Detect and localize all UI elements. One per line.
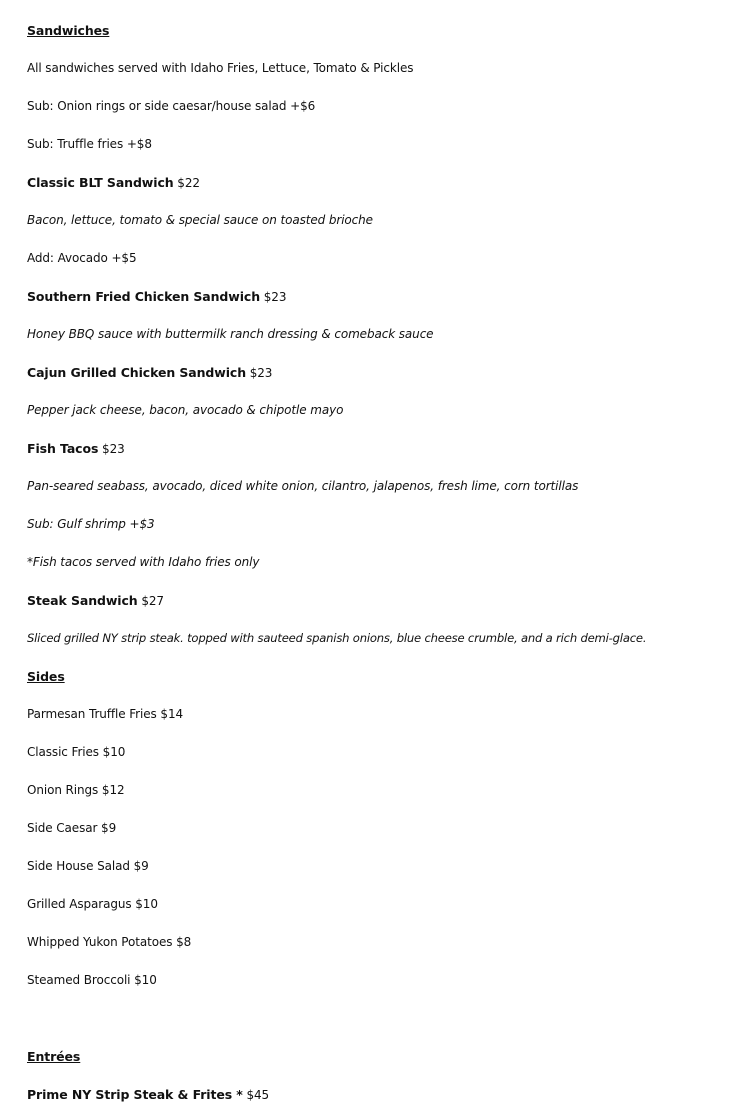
menu-item-title — [27, 439, 720, 477]
menu-item-name: Southern Fried Chicken Sandwich — [27, 289, 261, 304]
section-heading-sides: Sides — [27, 669, 65, 684]
menu-item-title — [27, 1085, 720, 1115]
section-spacer — [27, 1009, 720, 1047]
side-item: Steamed Broccoli $10 — [27, 973, 157, 987]
menu-item-name: Classic BLT Sandwich — [27, 175, 174, 190]
side-item: Side House Salad $9 — [27, 859, 149, 873]
menu-note: Sub: Onion rings or side caesar/house salad +$6 — [27, 99, 316, 113]
section-heading-entrees: Entrées — [27, 1049, 81, 1064]
menu-item-addon: Add: Avocado +$5 — [27, 251, 137, 265]
menu-page — [27, 21, 720, 1115]
menu-item-description: Pepper jack cheese, bacon, avocado & chipotle mayo — [27, 403, 344, 417]
menu-item-price: $27 — [141, 594, 164, 608]
menu-item-description: Honey BBQ sauce with buttermilk ranch dressing & comeback sauce — [27, 327, 434, 341]
menu-item-name: Prime NY Strip Steak & Frites * — [27, 1087, 243, 1102]
menu-item-footnote: *Fish tacos served with Idaho fries only — [27, 555, 260, 569]
menu-item-price: $23 — [102, 442, 125, 456]
menu-item-price: $23 — [263, 290, 287, 304]
side-item: Side Caesar $9 — [27, 821, 117, 835]
menu-item-title — [27, 363, 720, 401]
menu-item-description: Pan-seared seabass, avocado, diced white onion, cilantro, jalapenos, fresh lime, corn tortillas — [27, 479, 579, 493]
menu-item-name: Cajun Grilled Chicken Sandwich — [27, 365, 246, 380]
side-item: Grilled Asparagus $10 — [27, 897, 158, 911]
side-item: Classic Fries $10 — [27, 745, 126, 759]
menu-item-name: Steak Sandwich — [27, 593, 138, 608]
menu-item-title — [27, 591, 720, 629]
side-item: Parmesan Truffle Fries $14 — [27, 707, 184, 721]
section-heading-sandwiches: Sandwiches — [27, 23, 110, 38]
menu-note: Sub: Truffle fries +$8 — [27, 137, 152, 151]
side-item: Whipped Yukon Potatoes $8 — [27, 935, 192, 949]
side-item: Onion Rings $12 — [27, 783, 125, 797]
menu-item-description: Bacon, lettuce, tomato & special sauce on toasted brioche — [27, 213, 373, 227]
menu-item-substitution: Sub: Gulf shrimp +$3 — [27, 517, 155, 531]
menu-item-name: Fish Tacos — [27, 441, 99, 456]
menu-note: All sandwiches served with Idaho Fries, Lettuce, Tomato & Pickles — [27, 61, 414, 75]
menu-item-title — [27, 173, 720, 211]
menu-item-price: $23 — [249, 366, 273, 380]
menu-item-price: $45 — [246, 1088, 270, 1102]
menu-item-price: $22 — [177, 176, 200, 190]
menu-item-description: Sliced grilled NY strip steak. topped with sauteed spanish onions, blue cheese crumble, and a rich demi-glace. — [27, 631, 647, 645]
menu-item-title — [27, 287, 720, 325]
